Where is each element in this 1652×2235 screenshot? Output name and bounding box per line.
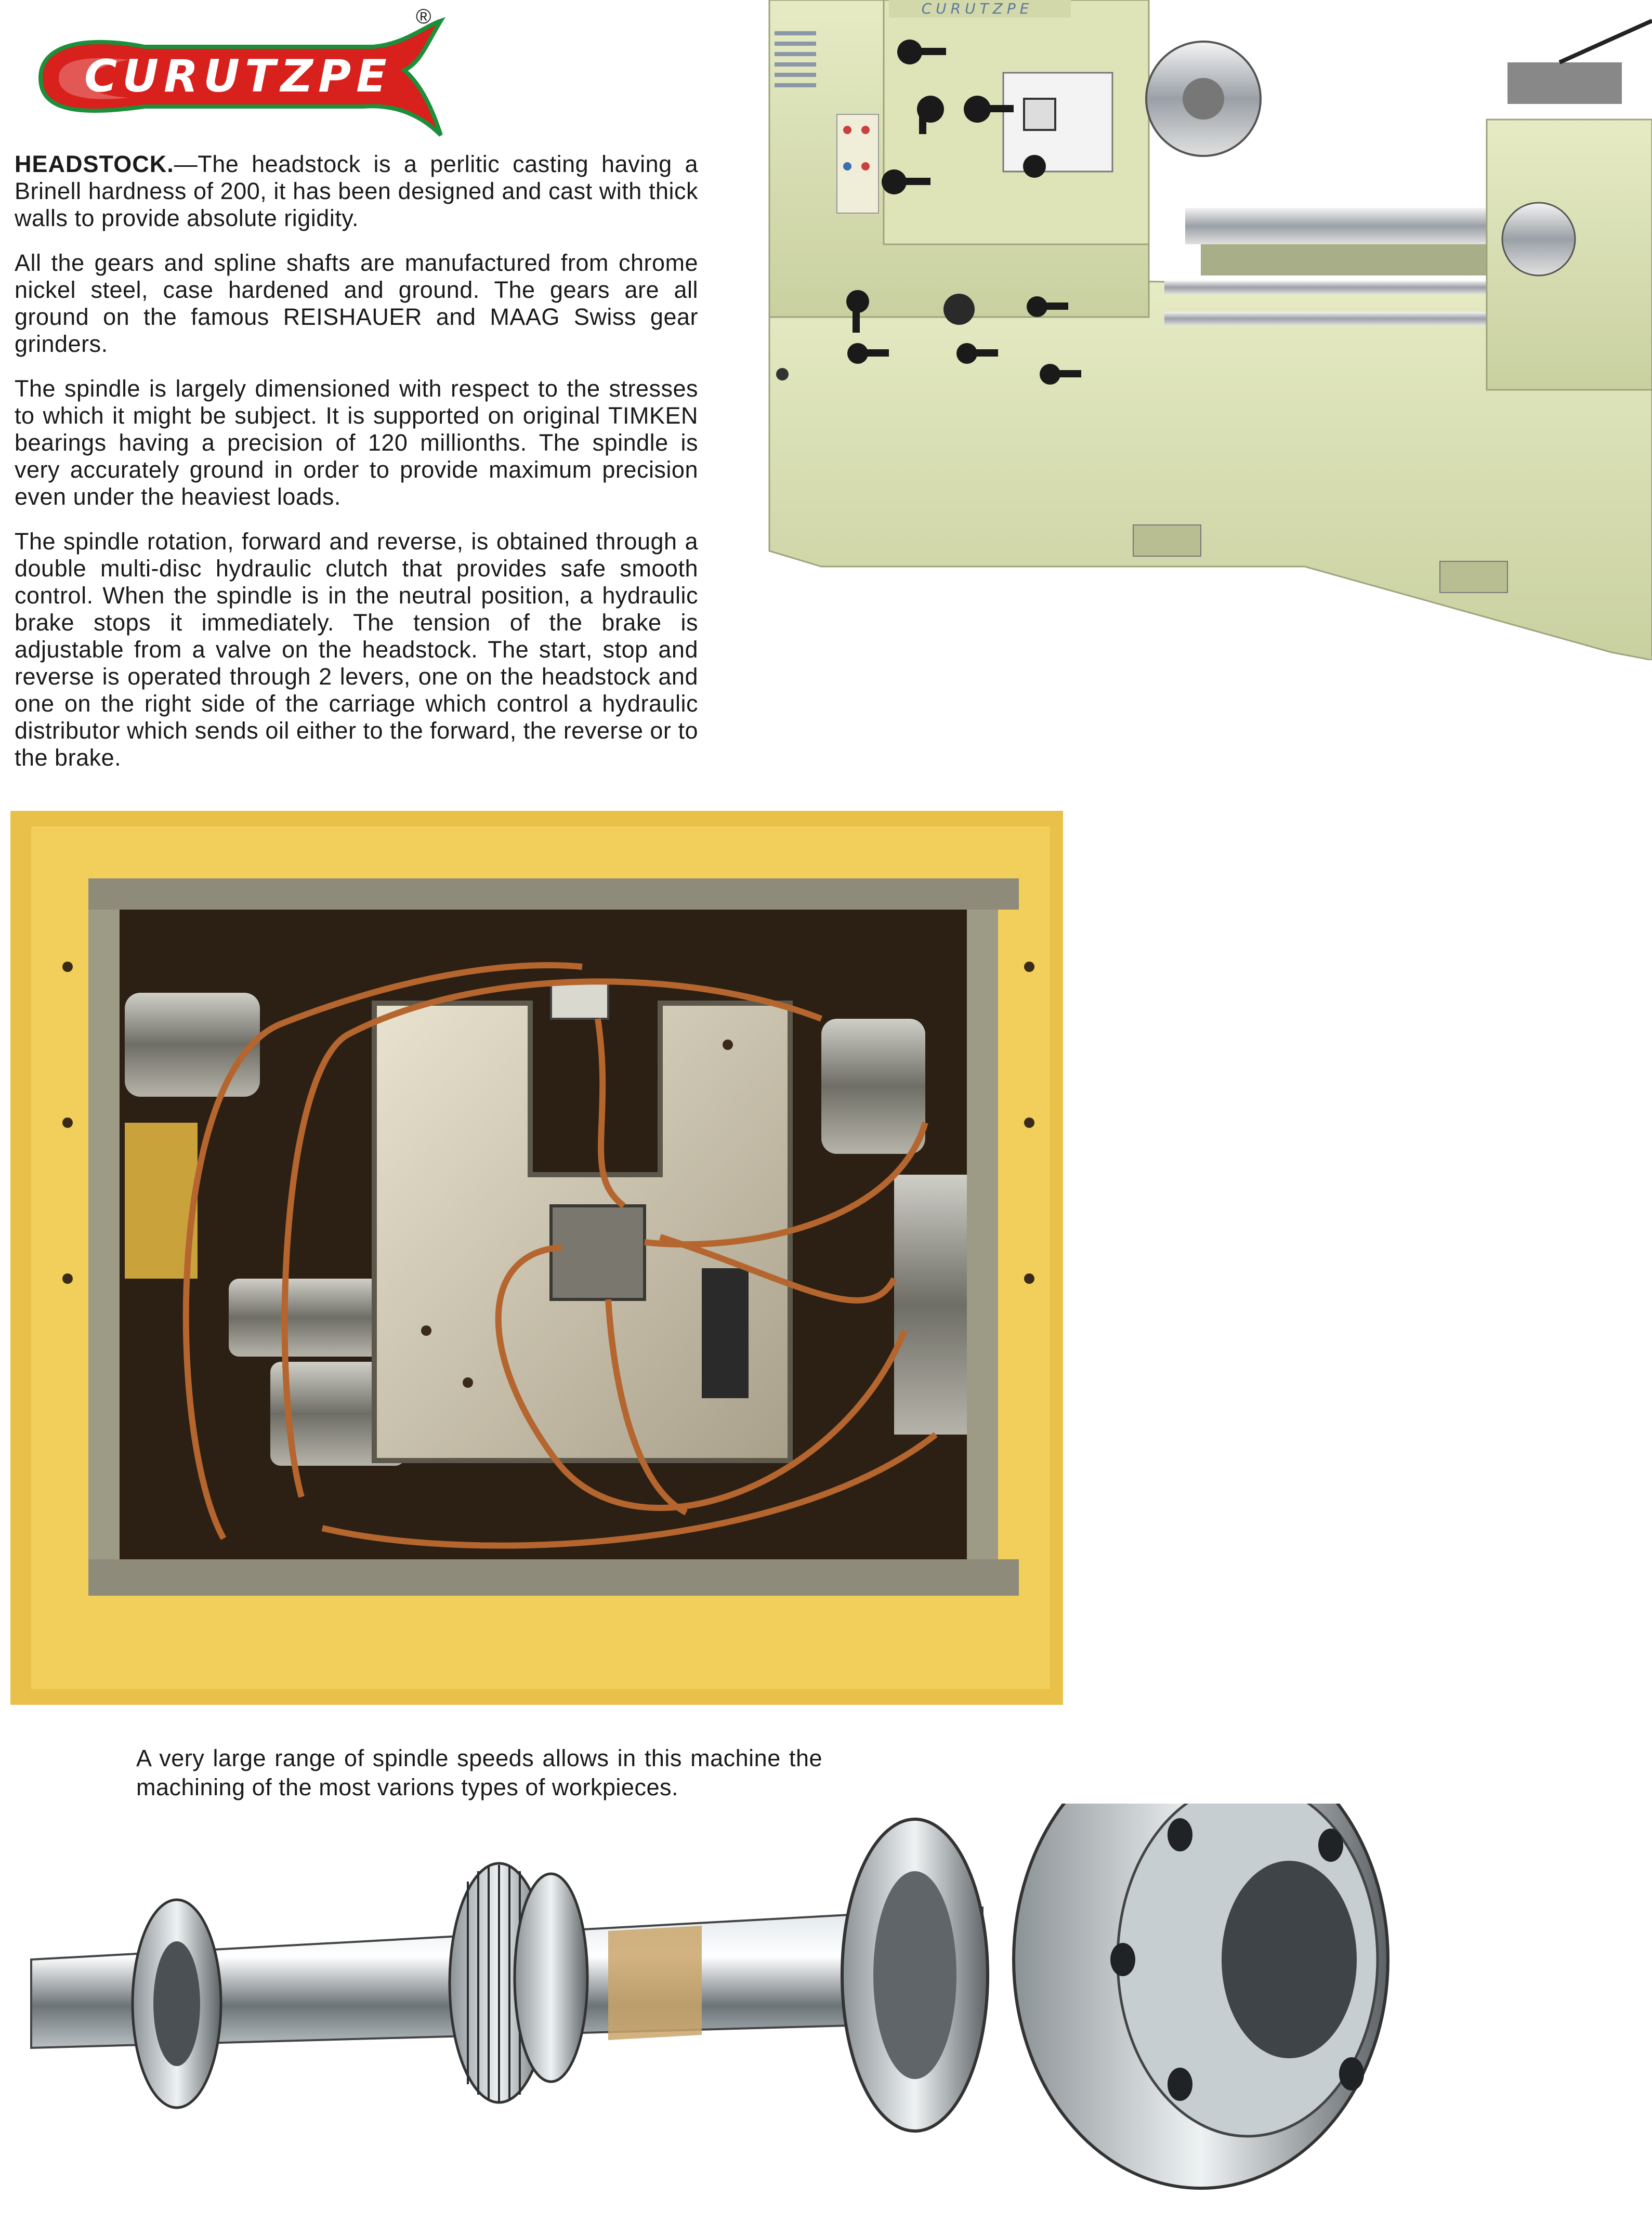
spindle-photo [21,1804,1404,2235]
registered-mark: ® [416,5,431,28]
paragraph-2: All the gears and spline shafts are manufactured from chrome nickel steel, case hardened and ground. The gears are all ground on the famous REISHAUER and MAAG Swiss gear grinders. [15,249,698,357]
section-heading: HEADSTOCK. [15,151,174,177]
curutzpe-logo [9,16,446,140]
headstock-interior-photo [10,811,1063,1705]
lathe-nameplate: CURUTZPE [921,0,1033,17]
paragraph-3: The spindle is largely dimensioned with respect to the stresses to which it might be subject. It is supported on original TIMKEN bearings having a precision of 120 millionths. The spindle is very accurately ground in order to provide maximum precision even under the heaviest loads. [15,375,698,510]
paragraph-1-text: —The headstock is a perlitic casting having a Brinell hardness of 200, it has been designed and cast with thick walls to provide absolute rigidity. [15,151,698,231]
paragraph-4: The spindle rotation, forward and reverse, is obtained through a double multi-disc hydraulic clutch that provides safe smooth control. When the spindle is in the neutral position, a hydraulic brake stops it immediately. The tension of the brake is adjustable from a valve on the headstock. The start, stop and reverse is operated through 2 levers, one on the headstock and one on the right side of the carriage which control a hydraulic distributor which sends oil either to the forward, the reverse or to the brake. [15,528,698,771]
lathe-photo [759,0,1652,660]
paragraph-intro [15,151,698,232]
logo-wordmark: CURUTZPE [84,50,392,102]
spindle-speed-caption: A very large range of spindle speeds allows in this machine the machining of the most varions types of workpieces. [136,1745,822,1800]
headstock-description [15,151,698,789]
